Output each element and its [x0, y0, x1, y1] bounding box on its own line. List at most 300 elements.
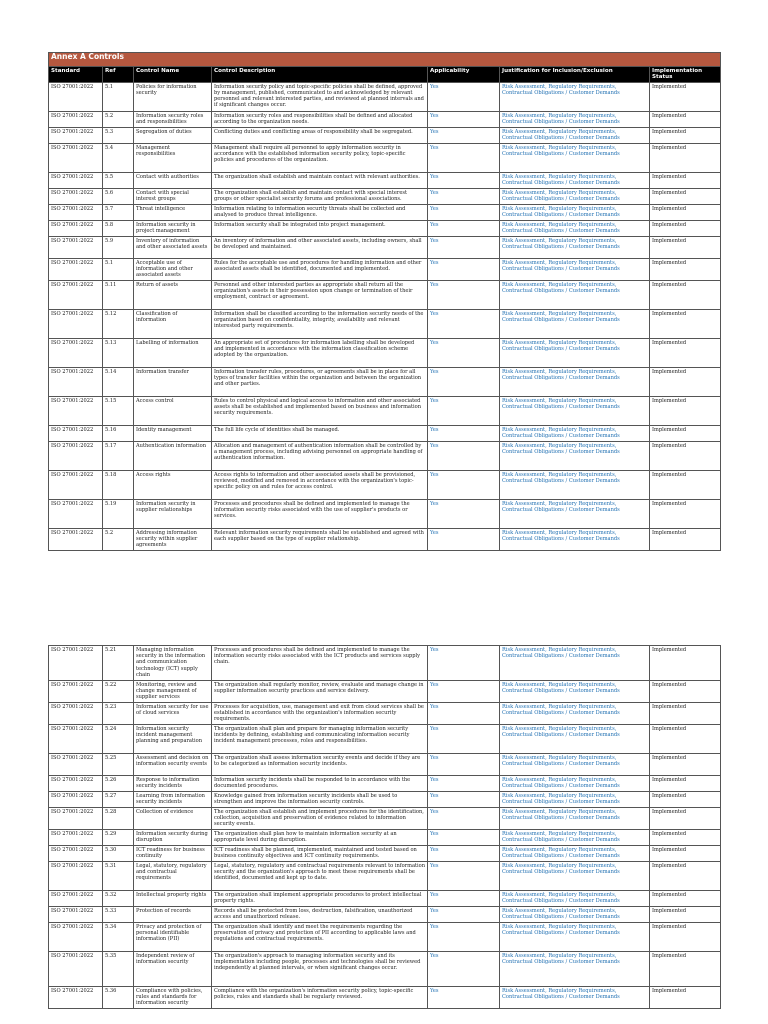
cell-standard: ISO 27001:2022	[49, 952, 103, 987]
cell-implementation-status: Implemented	[650, 367, 721, 396]
cell-ref: 5.2	[103, 111, 134, 127]
cell-implementation-status: Implemented	[650, 987, 721, 1009]
cell-ref: 5.26	[103, 776, 134, 792]
cell-control-name: Assessment and decision on information security events	[134, 754, 212, 776]
cell-control-description: Relevant information security requirements shall be established and agreed with each supplier based on the type of supplier relationship.	[212, 528, 428, 550]
cell-applicability: Yes	[428, 338, 500, 367]
table-row	[49, 82, 721, 111]
header-implementation-status: Implementation Status	[650, 67, 721, 83]
cell-standard: ISO 27001:2022	[49, 862, 103, 891]
cell-ref: 5.21	[103, 646, 134, 681]
table-row	[49, 143, 721, 172]
table-row	[49, 280, 721, 309]
cell-ref: 5.1	[103, 258, 134, 280]
cell-implementation-status: Implemented	[650, 725, 721, 754]
controls-table-continued	[48, 645, 721, 1009]
cell-ref: 5.27	[103, 792, 134, 808]
cell-control-description: Allocation and management of authentication information shall be controlled by a management process, including advising personnel on appropriate handling of authentication information.	[212, 441, 428, 470]
cell-control-name: Protection of records	[134, 907, 212, 923]
cell-justification: Risk Assessment, Regulatory Requirements, Contractual Obligations / Customer Demands	[500, 528, 650, 550]
cell-standard: ISO 27001:2022	[49, 499, 103, 528]
cell-applicability: Yes	[428, 396, 500, 425]
controls-table-body	[49, 82, 721, 550]
header-control-name: Control Name	[134, 67, 212, 83]
cell-control-description: Processes and procedures shall be defined and implemented to manage the information security risks associated with the ICT products and services supply chain.	[212, 646, 428, 681]
cell-standard: ISO 27001:2022	[49, 987, 103, 1009]
annex-a-controls-sheet-page-1	[48, 52, 720, 551]
cell-control-name: Inventory of information and other associated assets	[134, 236, 212, 258]
cell-control-description: Information shall be classified according to the information security needs of the organization based on confidentiality, integrity, availability and relevant interested party requirements.	[212, 309, 428, 338]
cell-justification: Risk Assessment, Regulatory Requirements, Contractual Obligations / Customer Demands	[500, 143, 650, 172]
cell-control-name: Identity management	[134, 425, 212, 441]
cell-implementation-status: Implemented	[650, 309, 721, 338]
cell-applicability: Yes	[428, 923, 500, 952]
cell-ref: 5.28	[103, 808, 134, 830]
cell-implementation-status: Implemented	[650, 681, 721, 703]
cell-implementation-status: Implemented	[650, 646, 721, 681]
cell-control-description: The organization shall implement appropriate procedures to protect intellectual property rights.	[212, 891, 428, 907]
cell-control-name: Privacy and protection of personal identifiable information (PII)	[134, 923, 212, 952]
cell-justification: Risk Assessment, Regulatory Requirements, Contractual Obligations / Customer Demands	[500, 82, 650, 111]
cell-standard: ISO 27001:2022	[49, 725, 103, 754]
table-title: Annex A Controls	[49, 53, 721, 67]
cell-implementation-status: Implemented	[650, 172, 721, 188]
cell-standard: ISO 27001:2022	[49, 776, 103, 792]
table-row	[49, 907, 721, 923]
cell-implementation-status: Implemented	[650, 82, 721, 111]
cell-control-description: The organization's approach to managing information security and its implementation including people, processes and technologies shall be reviewed independently at planned intervals, or when significant changes occur.	[212, 952, 428, 987]
cell-control-name: ICT readiness for business continuity	[134, 846, 212, 862]
cell-ref: 5.1	[103, 82, 134, 111]
cell-ref: 5.34	[103, 923, 134, 952]
cell-control-name: Authentication information	[134, 441, 212, 470]
cell-control-name: Policies for information security	[134, 82, 212, 111]
cell-applicability: Yes	[428, 280, 500, 309]
cell-standard: ISO 27001:2022	[49, 808, 103, 830]
cell-implementation-status: Implemented	[650, 776, 721, 792]
cell-ref: 5.31	[103, 862, 134, 891]
cell-control-description: Processes and procedures shall be defined and implemented to manage the information security risks associated with the use of supplier's products or services.	[212, 499, 428, 528]
cell-implementation-status: Implemented	[650, 204, 721, 220]
cell-standard: ISO 27001:2022	[49, 830, 103, 846]
cell-applicability: Yes	[428, 111, 500, 127]
cell-control-description: Processes for acquisition, use, management and exit from cloud services shall be established in accordance with the organization's information security requirements.	[212, 703, 428, 725]
cell-justification: Risk Assessment, Regulatory Requirements, Contractual Obligations / Customer Demands	[500, 891, 650, 907]
cell-justification: Risk Assessment, Regulatory Requirements, Contractual Obligations / Customer Demands	[500, 808, 650, 830]
cell-ref: 5.7	[103, 204, 134, 220]
cell-ref: 5.2	[103, 528, 134, 550]
cell-standard: ISO 27001:2022	[49, 111, 103, 127]
cell-implementation-status: Implemented	[650, 703, 721, 725]
cell-applicability: Yes	[428, 891, 500, 907]
cell-justification: Risk Assessment, Regulatory Requirements, Contractual Obligations / Customer Demands	[500, 338, 650, 367]
cell-control-description: Information security roles and responsibilities shall be defined and allocated according to the organization needs.	[212, 111, 428, 127]
cell-implementation-status: Implemented	[650, 862, 721, 891]
table-row	[49, 952, 721, 987]
cell-applicability: Yes	[428, 258, 500, 280]
cell-control-name: Access control	[134, 396, 212, 425]
cell-applicability: Yes	[428, 309, 500, 338]
table-row	[49, 338, 721, 367]
cell-justification: Risk Assessment, Regulatory Requirements, Contractual Obligations / Customer Demands	[500, 258, 650, 280]
cell-control-description: Compliance with the organization's information security policy, topic-specific policies, rules and standards shall be regularly reviewed.	[212, 987, 428, 1009]
table-row	[49, 792, 721, 808]
cell-applicability: Yes	[428, 367, 500, 396]
cell-implementation-status: Implemented	[650, 923, 721, 952]
header-applicability: Applicability	[428, 67, 500, 83]
cell-ref: 5.23	[103, 703, 134, 725]
cell-control-name: Learning from information security incidents	[134, 792, 212, 808]
table-row	[49, 441, 721, 470]
cell-control-description: The organization shall plan how to maintain information security at an appropriate level during disruption.	[212, 830, 428, 846]
cell-implementation-status: Implemented	[650, 338, 721, 367]
cell-ref: 5.22	[103, 681, 134, 703]
cell-standard: ISO 27001:2022	[49, 220, 103, 236]
cell-ref: 5.30	[103, 846, 134, 862]
cell-control-name: Threat intelligence	[134, 204, 212, 220]
cell-control-name: Information security during disruption	[134, 830, 212, 846]
cell-justification: Risk Assessment, Regulatory Requirements, Contractual Obligations / Customer Demands	[500, 280, 650, 309]
cell-applicability: Yes	[428, 646, 500, 681]
cell-control-name: Labelling of information	[134, 338, 212, 367]
cell-control-description: Conflicting duties and conflicting areas of responsibility shall be segregated.	[212, 127, 428, 143]
cell-implementation-status: Implemented	[650, 846, 721, 862]
cell-control-description: Records shall be protected from loss, destruction, falsification, unauthorized access and unauthorized release.	[212, 907, 428, 923]
cell-ref: 5.15	[103, 396, 134, 425]
cell-justification: Risk Assessment, Regulatory Requirements, Contractual Obligations / Customer Demands	[500, 703, 650, 725]
cell-standard: ISO 27001:2022	[49, 143, 103, 172]
cell-standard: ISO 27001:2022	[49, 846, 103, 862]
cell-control-description: Access rights to information and other associated assets shall be provisioned, reviewed, modified and removed in accordance with the organization's topic-specific policy on and rules for access control.	[212, 470, 428, 499]
cell-applicability: Yes	[428, 862, 500, 891]
cell-control-name: Independent review of information security	[134, 952, 212, 987]
cell-control-description: Legal, statutory, regulatory and contractual requirements relevant to information security and the organization's approach to meet these requirements shall be identified, documented and kept up to date.	[212, 862, 428, 891]
cell-justification: Risk Assessment, Regulatory Requirements, Contractual Obligations / Customer Demands	[500, 188, 650, 204]
cell-control-description: Rules to control physical and logical access to information and other associated assets shall be established and implemented based on business and information security requirements.	[212, 396, 428, 425]
cell-justification: Risk Assessment, Regulatory Requirements, Contractual Obligations / Customer Demands	[500, 792, 650, 808]
cell-applicability: Yes	[428, 425, 500, 441]
cell-ref: 5.35	[103, 952, 134, 987]
cell-control-description: The organization shall establish and implement procedures for the identification, collection, acquisition and preservation of evidence related to information security events.	[212, 808, 428, 830]
cell-standard: ISO 27001:2022	[49, 470, 103, 499]
cell-control-name: Managing information security in the information and communication technology (ICT) supply chain	[134, 646, 212, 681]
cell-standard: ISO 27001:2022	[49, 236, 103, 258]
cell-control-name: Contact with special interest groups	[134, 188, 212, 204]
cell-applicability: Yes	[428, 907, 500, 923]
cell-control-description: Rules for the acceptable use and procedures for handling information and other associated assets shall be identified, documented and implemented.	[212, 258, 428, 280]
cell-standard: ISO 27001:2022	[49, 82, 103, 111]
cell-standard: ISO 27001:2022	[49, 258, 103, 280]
cell-ref: 5.12	[103, 309, 134, 338]
cell-control-description: The organization shall regularly monitor, review, evaluate and manage change in supplier information security practices and service delivery.	[212, 681, 428, 703]
table-row	[49, 309, 721, 338]
cell-ref: 5.14	[103, 367, 134, 396]
cell-control-description: An inventory of information and other associated assets, including owners, shall be developed and maintained.	[212, 236, 428, 258]
cell-implementation-status: Implemented	[650, 425, 721, 441]
cell-standard: ISO 27001:2022	[49, 367, 103, 396]
cell-justification: Risk Assessment, Regulatory Requirements, Contractual Obligations / Customer Demands	[500, 923, 650, 952]
cell-standard: ISO 27001:2022	[49, 204, 103, 220]
cell-implementation-status: Implemented	[650, 528, 721, 550]
cell-applicability: Yes	[428, 681, 500, 703]
cell-control-name: Information security for use of cloud services	[134, 703, 212, 725]
cell-implementation-status: Implemented	[650, 891, 721, 907]
cell-applicability: Yes	[428, 470, 500, 499]
cell-standard: ISO 27001:2022	[49, 338, 103, 367]
table-row	[49, 258, 721, 280]
cell-ref: 5.24	[103, 725, 134, 754]
cell-standard: ISO 27001:2022	[49, 172, 103, 188]
table-row	[49, 646, 721, 681]
cell-standard: ISO 27001:2022	[49, 907, 103, 923]
cell-ref: 5.16	[103, 425, 134, 441]
cell-applicability: Yes	[428, 188, 500, 204]
cell-control-description: Knowledge gained from information security incidents shall be used to strengthen and improve the information security controls.	[212, 792, 428, 808]
table-row	[49, 396, 721, 425]
table-row	[49, 846, 721, 862]
cell-implementation-status: Implemented	[650, 111, 721, 127]
cell-justification: Risk Assessment, Regulatory Requirements, Contractual Obligations / Customer Demands	[500, 470, 650, 499]
cell-control-name: Contact with authorities	[134, 172, 212, 188]
cell-applicability: Yes	[428, 220, 500, 236]
cell-implementation-status: Implemented	[650, 952, 721, 987]
table-row	[49, 923, 721, 952]
cell-justification: Risk Assessment, Regulatory Requirements, Contractual Obligations / Customer Demands	[500, 681, 650, 703]
cell-implementation-status: Implemented	[650, 188, 721, 204]
cell-control-name: Intellectual property rights	[134, 891, 212, 907]
cell-ref: 5.32	[103, 891, 134, 907]
cell-standard: ISO 27001:2022	[49, 923, 103, 952]
cell-justification: Risk Assessment, Regulatory Requirements, Contractual Obligations / Customer Demands	[500, 111, 650, 127]
table-row	[49, 830, 721, 846]
cell-control-name: Information security roles and responsibilities	[134, 111, 212, 127]
cell-implementation-status: Implemented	[650, 220, 721, 236]
cell-justification: Risk Assessment, Regulatory Requirements, Contractual Obligations / Customer Demands	[500, 236, 650, 258]
annex-a-controls-sheet-page-2	[48, 645, 720, 1009]
cell-control-description: The full life cycle of identities shall be managed.	[212, 425, 428, 441]
table-row	[49, 862, 721, 891]
cell-control-name: Segregation of duties	[134, 127, 212, 143]
cell-ref: 5.17	[103, 441, 134, 470]
cell-control-description: An appropriate set of procedures for information labelling shall be developed and implemented in accordance with the information classification scheme adopted by the organization.	[212, 338, 428, 367]
table-row	[49, 499, 721, 528]
cell-applicability: Yes	[428, 127, 500, 143]
cell-applicability: Yes	[428, 204, 500, 220]
cell-control-name: Management responsibilities	[134, 143, 212, 172]
cell-control-name: Collection of evidence	[134, 808, 212, 830]
controls-table	[48, 52, 721, 551]
cell-applicability: Yes	[428, 528, 500, 550]
cell-justification: Risk Assessment, Regulatory Requirements, Contractual Obligations / Customer Demands	[500, 754, 650, 776]
header-control-description: Control Description	[212, 67, 428, 83]
cell-control-description: The organization shall identify and meet the requirements regarding the preservation of privacy and protection of PII according to applicable laws and regulations and contractual requirements.	[212, 923, 428, 952]
table-row	[49, 425, 721, 441]
cell-justification: Risk Assessment, Regulatory Requirements, Contractual Obligations / Customer Demands	[500, 907, 650, 923]
cell-ref: 5.5	[103, 172, 134, 188]
table-row	[49, 127, 721, 143]
cell-justification: Risk Assessment, Regulatory Requirements, Contractual Obligations / Customer Demands	[500, 396, 650, 425]
cell-implementation-status: Implemented	[650, 127, 721, 143]
cell-control-name: Response to information security incidents	[134, 776, 212, 792]
cell-justification: Risk Assessment, Regulatory Requirements, Contractual Obligations / Customer Demands	[500, 846, 650, 862]
cell-control-description: The organization shall establish and maintain contact with relevant authorities.	[212, 172, 428, 188]
cell-control-name: Legal, statutory, regulatory and contractual requirements	[134, 862, 212, 891]
cell-justification: Risk Assessment, Regulatory Requirements, Contractual Obligations / Customer Demands	[500, 987, 650, 1009]
cell-applicability: Yes	[428, 441, 500, 470]
table-row	[49, 891, 721, 907]
cell-control-description: The organization shall establish and maintain contact with special interest groups or other specialist security forums and professional associations.	[212, 188, 428, 204]
cell-applicability: Yes	[428, 846, 500, 862]
table-row	[49, 754, 721, 776]
cell-standard: ISO 27001:2022	[49, 188, 103, 204]
cell-justification: Risk Assessment, Regulatory Requirements, Contractual Obligations / Customer Demands	[500, 367, 650, 396]
cell-ref: 5.3	[103, 127, 134, 143]
cell-standard: ISO 27001:2022	[49, 528, 103, 550]
table-row	[49, 236, 721, 258]
cell-applicability: Yes	[428, 725, 500, 754]
cell-justification: Risk Assessment, Regulatory Requirements, Contractual Obligations / Customer Demands	[500, 425, 650, 441]
cell-justification: Risk Assessment, Regulatory Requirements, Contractual Obligations / Customer Demands	[500, 172, 650, 188]
cell-standard: ISO 27001:2022	[49, 396, 103, 425]
cell-standard: ISO 27001:2022	[49, 127, 103, 143]
cell-applicability: Yes	[428, 236, 500, 258]
cell-control-description: Personnel and other interested parties as appropriate shall return all the organization's assets in their possession upon change or termination of their employment, contract or agreement.	[212, 280, 428, 309]
cell-control-name: Acceptable use of information and other associated assets	[134, 258, 212, 280]
cell-standard: ISO 27001:2022	[49, 792, 103, 808]
cell-implementation-status: Implemented	[650, 808, 721, 830]
cell-standard: ISO 27001:2022	[49, 280, 103, 309]
cell-implementation-status: Implemented	[650, 441, 721, 470]
header-justification: Justification for Inclusion/Exclusion	[500, 67, 650, 83]
table-row	[49, 111, 721, 127]
cell-justification: Risk Assessment, Regulatory Requirements, Contractual Obligations / Customer Demands	[500, 127, 650, 143]
cell-implementation-status: Implemented	[650, 754, 721, 776]
cell-standard: ISO 27001:2022	[49, 646, 103, 681]
cell-implementation-status: Implemented	[650, 236, 721, 258]
cell-ref: 5.13	[103, 338, 134, 367]
cell-justification: Risk Assessment, Regulatory Requirements, Contractual Obligations / Customer Demands	[500, 776, 650, 792]
cell-control-name: Return of assets	[134, 280, 212, 309]
table-row	[49, 172, 721, 188]
cell-applicability: Yes	[428, 143, 500, 172]
cell-justification: Risk Assessment, Regulatory Requirements, Contractual Obligations / Customer Demands	[500, 725, 650, 754]
cell-justification: Risk Assessment, Regulatory Requirements, Contractual Obligations / Customer Demands	[500, 646, 650, 681]
cell-justification: Risk Assessment, Regulatory Requirements, Contractual Obligations / Customer Demands	[500, 204, 650, 220]
table-row	[49, 776, 721, 792]
cell-control-description: Information security policy and topic-specific policies shall be defined, approved by management, published, communicated to and acknowledged by relevant personnel and relevant interested parties, and reviewed at planned intervals and if significant changes occur.	[212, 82, 428, 111]
table-row	[49, 808, 721, 830]
table-row	[49, 987, 721, 1009]
table-row	[49, 367, 721, 396]
cell-standard: ISO 27001:2022	[49, 441, 103, 470]
cell-applicability: Yes	[428, 830, 500, 846]
cell-ref: 5.29	[103, 830, 134, 846]
cell-justification: Risk Assessment, Regulatory Requirements, Contractual Obligations / Customer Demands	[500, 441, 650, 470]
cell-ref: 5.36	[103, 987, 134, 1009]
cell-justification: Risk Assessment, Regulatory Requirements, Contractual Obligations / Customer Demands	[500, 952, 650, 987]
cell-applicability: Yes	[428, 82, 500, 111]
cell-applicability: Yes	[428, 952, 500, 987]
cell-applicability: Yes	[428, 703, 500, 725]
header-row	[49, 67, 721, 83]
cell-justification: Risk Assessment, Regulatory Requirements, Contractual Obligations / Customer Demands	[500, 862, 650, 891]
table-row	[49, 220, 721, 236]
cell-ref: 5.33	[103, 907, 134, 923]
cell-applicability: Yes	[428, 499, 500, 528]
table-row	[49, 470, 721, 499]
cell-ref: 5.9	[103, 236, 134, 258]
cell-control-name: Addressing information security within supplier agreements	[134, 528, 212, 550]
cell-ref: 5.19	[103, 499, 134, 528]
cell-control-name: Information security in project management	[134, 220, 212, 236]
cell-applicability: Yes	[428, 754, 500, 776]
cell-applicability: Yes	[428, 172, 500, 188]
cell-implementation-status: Implemented	[650, 830, 721, 846]
cell-ref: 5.25	[103, 754, 134, 776]
table-row	[49, 681, 721, 703]
cell-standard: ISO 27001:2022	[49, 703, 103, 725]
cell-ref: 5.18	[103, 470, 134, 499]
cell-implementation-status: Implemented	[650, 792, 721, 808]
cell-standard: ISO 27001:2022	[49, 681, 103, 703]
cell-control-description: Information security incidents shall be responded to in accordance with the documented procedures.	[212, 776, 428, 792]
cell-applicability: Yes	[428, 987, 500, 1009]
cell-standard: ISO 27001:2022	[49, 309, 103, 338]
cell-ref: 5.4	[103, 143, 134, 172]
header-standard: Standard	[49, 67, 103, 83]
cell-control-description: The organization shall plan and prepare for managing information security incidents by defining, establishing and communicating information security incident management processes, roles and responsibilities.	[212, 725, 428, 754]
table-row	[49, 703, 721, 725]
cell-justification: Risk Assessment, Regulatory Requirements, Contractual Obligations / Customer Demands	[500, 309, 650, 338]
table-row	[49, 725, 721, 754]
cell-control-name: Information transfer	[134, 367, 212, 396]
cell-implementation-status: Implemented	[650, 907, 721, 923]
cell-control-name: Monitoring, review and change management of supplier services	[134, 681, 212, 703]
cell-implementation-status: Implemented	[650, 143, 721, 172]
cell-implementation-status: Implemented	[650, 499, 721, 528]
cell-control-description: Information security shall be integrated into project management.	[212, 220, 428, 236]
table-row	[49, 204, 721, 220]
cell-control-description: The organization shall assess information security events and decide if they are to be categorized as information security incidents.	[212, 754, 428, 776]
cell-applicability: Yes	[428, 808, 500, 830]
cell-ref: 5.6	[103, 188, 134, 204]
cell-justification: Risk Assessment, Regulatory Requirements, Contractual Obligations / Customer Demands	[500, 220, 650, 236]
cell-justification: Risk Assessment, Regulatory Requirements, Contractual Obligations / Customer Demands	[500, 830, 650, 846]
cell-control-description: ICT readiness shall be planned, implemented, maintained and tested based on business continuity objectives and ICT continuity requirements.	[212, 846, 428, 862]
cell-standard: ISO 27001:2022	[49, 891, 103, 907]
cell-standard: ISO 27001:2022	[49, 425, 103, 441]
table-row	[49, 528, 721, 550]
cell-control-name: Access rights	[134, 470, 212, 499]
cell-control-name: Information security incident management planning and preparation	[134, 725, 212, 754]
cell-control-name: Information security in supplier relationships	[134, 499, 212, 528]
controls-table-body-continued	[49, 646, 721, 1009]
cell-implementation-status: Implemented	[650, 280, 721, 309]
cell-applicability: Yes	[428, 792, 500, 808]
cell-standard: ISO 27001:2022	[49, 754, 103, 776]
cell-implementation-status: Implemented	[650, 258, 721, 280]
cell-ref: 5.11	[103, 280, 134, 309]
cell-control-name: Classification of information	[134, 309, 212, 338]
cell-control-description: Information relating to information security threats shall be collected and analysed to produce threat intelligence.	[212, 204, 428, 220]
cell-justification: Risk Assessment, Regulatory Requirements, Contractual Obligations / Customer Demands	[500, 499, 650, 528]
header-ref: Ref	[103, 67, 134, 83]
table-row	[49, 188, 721, 204]
cell-control-description: Information transfer rules, procedures, or agreements shall be in place for all types of transfer facilities within the organization and between the organization and other parties.	[212, 367, 428, 396]
cell-implementation-status: Implemented	[650, 470, 721, 499]
cell-control-description: Management shall require all personnel to apply information security in accordance with the established information security policy, topic-specific policies and procedures of the organization.	[212, 143, 428, 172]
cell-implementation-status: Implemented	[650, 396, 721, 425]
